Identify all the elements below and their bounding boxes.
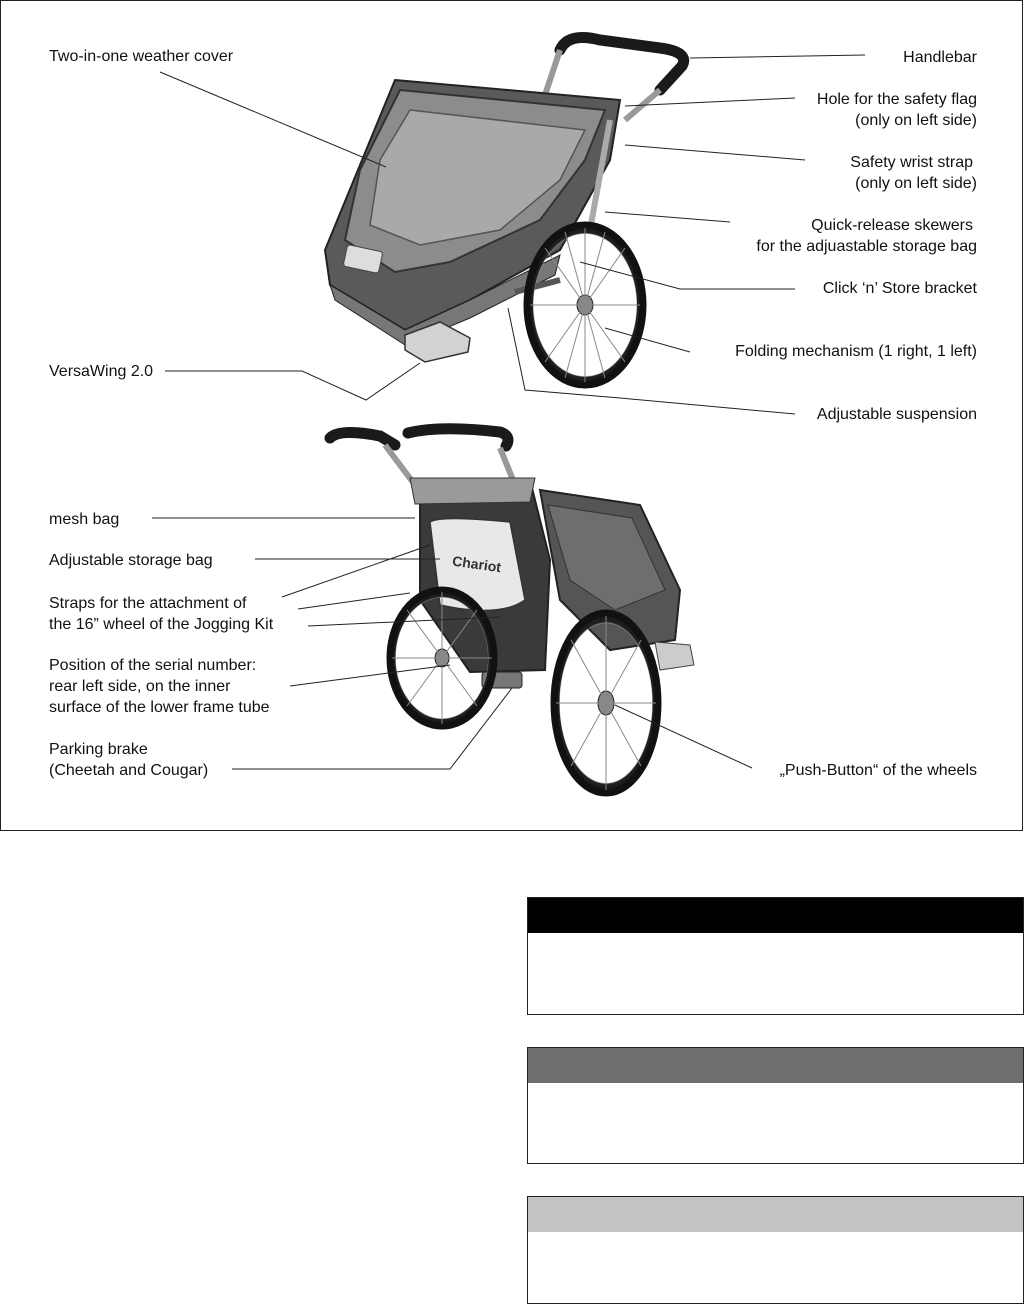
label-straps-2: the 16” wheel of the Jogging Kit bbox=[49, 616, 274, 633]
notice-box-caution bbox=[527, 1196, 1024, 1304]
label-serial-1: Position of the serial number: bbox=[49, 657, 257, 674]
label-click-n-store: Click ‘n’ Store bracket bbox=[822, 280, 977, 297]
label-versawing: VersaWing 2.0 bbox=[49, 363, 154, 380]
notice-box-warning-header bbox=[528, 1048, 1023, 1083]
label-weather-cover: Two-in-one weather cover bbox=[49, 48, 234, 65]
label-serial-2: rear left side, on the inner bbox=[49, 678, 231, 695]
label-safety-flag-hole-2: (only on left side) bbox=[855, 112, 977, 129]
label-storage-bag: Adjustable storage bag bbox=[49, 552, 213, 569]
bottom-versawing bbox=[655, 642, 694, 670]
bag-brand: Chariot bbox=[451, 552, 503, 576]
notice-box-danger bbox=[527, 897, 1024, 1015]
label-wrist-strap-2: (only on left side) bbox=[855, 175, 977, 192]
top-handle-tube-left bbox=[545, 50, 560, 95]
bottom-handlebar bbox=[330, 429, 508, 446]
bottom-right-wheel bbox=[554, 613, 658, 793]
label-mesh-bag: mesh bag bbox=[49, 511, 120, 528]
top-wheel bbox=[527, 225, 643, 385]
label-wrist-strap-1: Safety wrist strap bbox=[850, 154, 973, 171]
top-handlebar bbox=[560, 38, 684, 90]
label-serial-3: surface of the lower frame tube bbox=[49, 699, 270, 716]
bottom-mesh-bag bbox=[410, 478, 535, 504]
label-suspension: Adjustable suspension bbox=[816, 406, 977, 423]
notice-box-caution-header bbox=[528, 1197, 1023, 1232]
notice-box-danger-header bbox=[528, 898, 1023, 933]
label-skewers-1: Quick-release skewers bbox=[811, 217, 973, 234]
label-folding-mechanism: Folding mechanism (1 right, 1 left) bbox=[735, 343, 977, 360]
bottom-left-wheel bbox=[390, 590, 494, 726]
label-handlebar: Handlebar bbox=[903, 49, 977, 66]
label-push-button: „Push-Button“ of the wheels bbox=[779, 762, 977, 779]
label-safety-flag-hole-1: Hole for the safety flag bbox=[816, 91, 977, 108]
top-stroller bbox=[325, 38, 684, 385]
label-brake-1: Parking brake bbox=[49, 741, 148, 758]
label-brake-2: (Cheetah and Cougar) bbox=[49, 762, 209, 779]
label-skewers-2: for the adjuastable storage bag bbox=[756, 238, 977, 255]
notice-box-warning bbox=[527, 1047, 1024, 1164]
label-straps-1: Straps for the attachment of bbox=[49, 595, 247, 612]
bottom-stroller bbox=[330, 429, 694, 793]
